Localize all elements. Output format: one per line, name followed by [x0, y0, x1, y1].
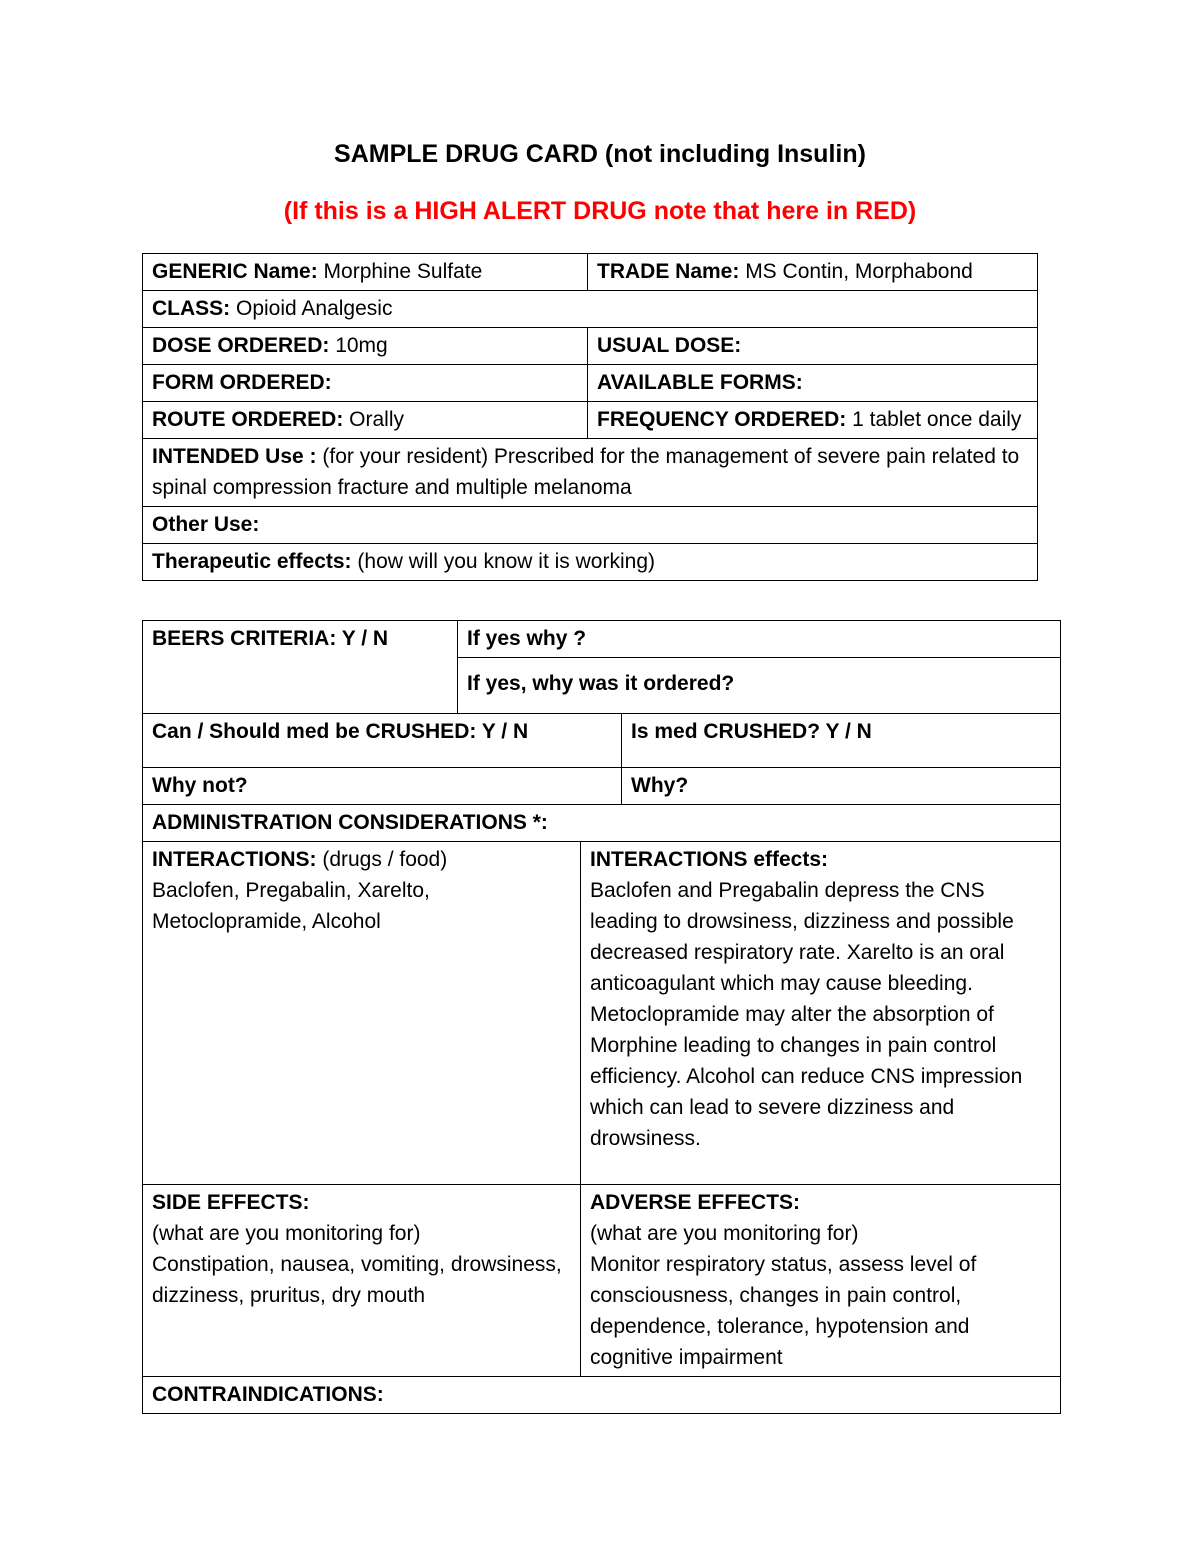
if-yes-why-cell: If yes why ? [458, 621, 1061, 658]
adverse-effects-hint: (what are you monitoring for) [590, 1222, 859, 1245]
dose-ordered-cell [143, 328, 588, 365]
drug-info-table [142, 253, 1038, 581]
field-label: Other Use: [152, 513, 260, 536]
field-label: FREQUENCY ORDERED: [597, 408, 847, 431]
field-label: CLASS: [152, 297, 231, 320]
adverse-effects-cell [581, 1185, 1061, 1377]
available-forms-cell [588, 365, 1038, 402]
why-not-cell: Why not? [143, 768, 622, 805]
field-label: ADVERSE EFFECTS: [590, 1191, 801, 1214]
trade-name-value: MS Contin, Morphabond [739, 260, 973, 283]
field-label: INTERACTIONS effects: [590, 848, 829, 871]
dose-ordered-value: 10mg [329, 334, 388, 357]
class-cell [143, 291, 1038, 328]
generic-name-cell [143, 254, 588, 291]
intended-use-cell [143, 439, 1038, 507]
intended-use-value: (for your resident) Prescribed for the management of severe pain related to spinal compression fracture and multiple melanoma [152, 445, 1020, 499]
if-yes-ordered-cell: If yes, why was it ordered? [458, 658, 1061, 714]
trade-name-cell [588, 254, 1038, 291]
table-row [143, 1185, 1061, 1377]
table-row [143, 402, 1038, 439]
field-label: AVAILABLE FORMS: [597, 371, 803, 394]
other-use-cell [143, 507, 1038, 544]
beers-criteria-cell: BEERS CRITERIA: Y / N [143, 621, 458, 714]
contraindications-cell: CONTRAINDICATIONS: [143, 1377, 1061, 1414]
table-row [143, 768, 1061, 805]
field-label: INTENDED Use : [152, 445, 317, 468]
frequency-value: 1 tablet once daily [846, 408, 1022, 431]
table-row [143, 439, 1038, 507]
form-ordered-cell [143, 365, 588, 402]
therapeutic-effects-value: (how will you know it is working) [351, 550, 655, 573]
route-ordered-cell [143, 402, 588, 439]
interactions-cell [143, 842, 581, 1185]
table-row [143, 842, 1061, 1185]
interactions-hint: (drugs / food) [316, 848, 448, 871]
page-title: SAMPLE DRUG CARD (not including Insulin) [334, 140, 866, 168]
usual-dose-cell [588, 328, 1038, 365]
class-value: Opioid Analgesic [230, 297, 393, 320]
adverse-effects-value: Monitor respiratory status, assess level of consciousness, changes in pain control, dependence, tolerance, hypotension and cognitive impairment [590, 1253, 977, 1369]
table-row [143, 254, 1038, 291]
administration-table [142, 620, 1061, 1414]
is-crushed-cell: Is med CRUSHED? Y / N [622, 714, 1061, 768]
crush-question-cell: Can / Should med be CRUSHED: Y / N [143, 714, 622, 768]
field-label: USUAL DOSE: [597, 334, 742, 357]
table-row [143, 805, 1061, 842]
field-label: SIDE EFFECTS: [152, 1191, 310, 1214]
table-row [143, 1377, 1061, 1414]
high-alert-note: (If this is a HIGH ALERT DRUG note that here in RED) [283, 197, 917, 225]
side-effects-cell [143, 1185, 581, 1377]
interaction-effects-value: Baclofen and Pregabalin depress the CNS leading to drowsiness, dizziness and possible decreased respiratory rate. Xarelto is an oral anticoagulant which may cause bleeding. Metoclopramide may alter the absorption of Morphine leading to changes in pain control efficiency. Alcohol can reduce CNS impression which can lead to severe dizziness and drowsiness. [590, 879, 1023, 1150]
table-row [143, 291, 1038, 328]
field-label: GENERIC Name: [152, 260, 318, 283]
field-label: ROUTE ORDERED: [152, 408, 344, 431]
table-row [143, 714, 1061, 768]
field-label: Therapeutic effects: [152, 550, 352, 573]
interaction-effects-cell [581, 842, 1061, 1185]
table-row [143, 328, 1038, 365]
side-effects-value: Constipation, nausea, vomiting, drowsiness, dizziness, pruritus, dry mouth [152, 1253, 562, 1307]
route-value: Orally [343, 408, 405, 431]
table-row [143, 507, 1038, 544]
table-row [143, 621, 1061, 658]
table-row [143, 365, 1038, 402]
table-row [143, 544, 1038, 581]
field-label: INTERACTIONS: [152, 848, 317, 871]
field-label: FORM ORDERED: [152, 371, 332, 394]
why-cell: Why? [622, 768, 1061, 805]
administration-considerations-cell: ADMINISTRATION CONSIDERATIONS *: [143, 805, 1061, 842]
frequency-ordered-cell [588, 402, 1038, 439]
generic-name-value: Morphine Sulfate [317, 260, 483, 283]
therapeutic-effects-cell [143, 544, 1038, 581]
side-effects-hint: (what are you monitoring for) [152, 1222, 421, 1245]
field-label: TRADE Name: [597, 260, 740, 283]
field-label: DOSE ORDERED: [152, 334, 330, 357]
interactions-value: Baclofen, Pregabalin, Xarelto, Metoclopramide, Alcohol [152, 879, 430, 933]
